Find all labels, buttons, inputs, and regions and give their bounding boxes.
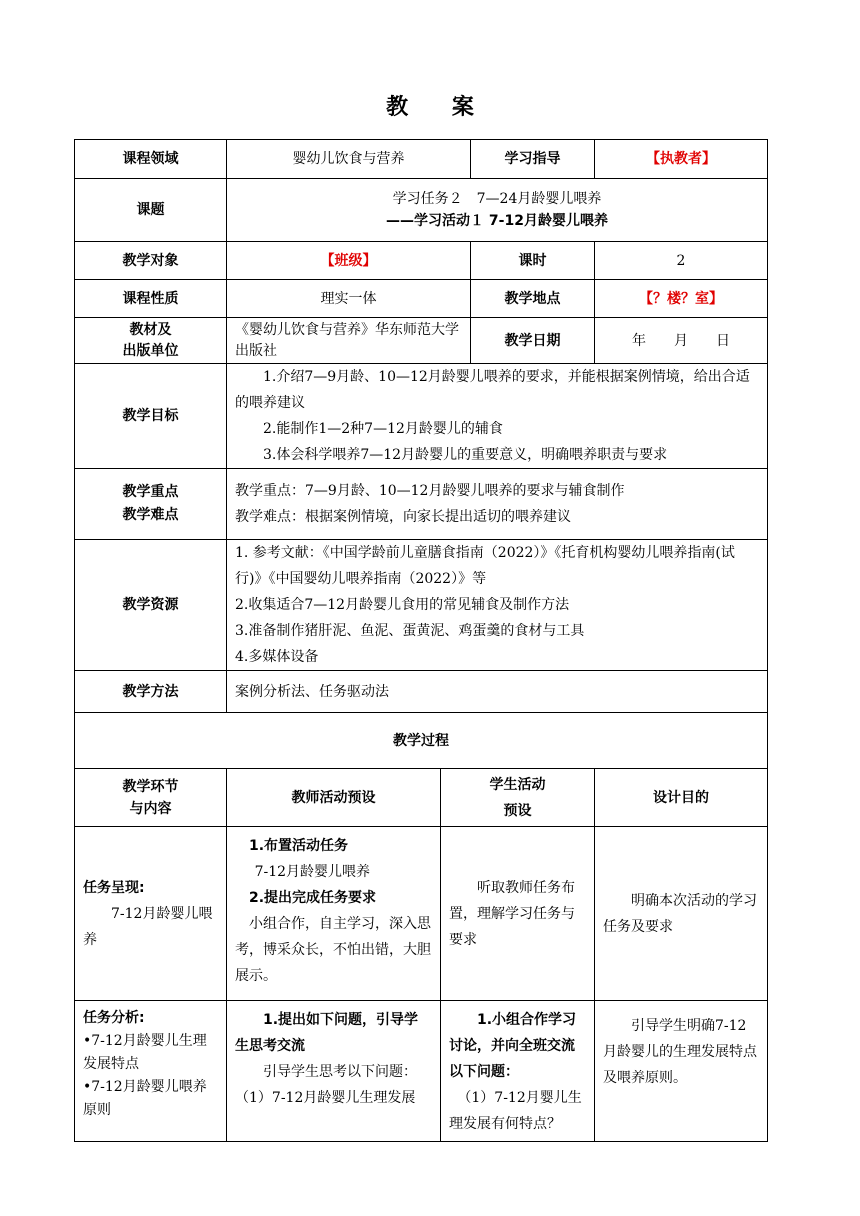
row-book	[75, 318, 768, 364]
student-header-line-2: 预设	[503, 802, 532, 819]
stage-cell	[75, 1001, 227, 1142]
target-label: 教学对象	[75, 242, 227, 280]
student-cell	[441, 1001, 595, 1142]
student-heading-1: 1.小组合作学习讨论，并向全班交流以下问题：	[449, 1012, 577, 1080]
guide-value: 【执教者】	[595, 140, 768, 179]
row-topic	[75, 179, 768, 242]
row-target	[75, 242, 768, 280]
goal-2: 2.能制作1—2种7—12月龄婴儿的辅食	[263, 421, 503, 437]
key-label-line-1: 教学重点	[122, 484, 179, 500]
place-value: 【？楼？室】	[595, 280, 768, 318]
stage-header-line-1: 教学环节	[122, 778, 179, 795]
hours-value: 2	[595, 242, 768, 280]
stage-text: 7-12月龄婴儿喂养	[83, 905, 213, 948]
teacher-text-1: 7-12月龄婴儿喂养	[254, 864, 371, 880]
stage-title: 任务呈现:	[83, 879, 145, 896]
guide-label: 学习指导	[471, 140, 595, 179]
stage-bullet-2: •7-12月龄婴儿喂养原则	[83, 1079, 207, 1118]
resources-label: 教学资源	[75, 540, 227, 671]
resource-4: 4.多媒体设备	[235, 649, 319, 665]
purpose-cell: 明确本次活动的学习任务及要求	[595, 827, 768, 1001]
teacher-heading-2: 2.提出完成任务要求	[249, 890, 377, 906]
hard-point: 教学难点：根据案例情境，向家长提出适切的喂养建议	[235, 509, 571, 525]
process-row-task-presentation	[75, 827, 768, 1001]
process-col-student	[441, 769, 595, 827]
teacher-heading-1: 1.布置活动任务	[249, 838, 349, 854]
teacher-heading-1: 1.提出如下问题，引导学生思考交流	[235, 1012, 419, 1054]
teacher-text-2: 小组合作，自主学习，深入思考，博采众长，不怕出错，大胆展示。	[235, 916, 431, 984]
book-label	[75, 318, 227, 364]
goals-label: 教学目标	[75, 364, 227, 469]
book-label-line-2: 出版单位	[122, 342, 179, 359]
row-goals	[75, 364, 768, 469]
row-method	[75, 671, 768, 713]
lesson-plan-table	[74, 139, 768, 1142]
place-label: 教学地点	[471, 280, 595, 318]
document-title: 教 案	[386, 95, 492, 120]
topic-value	[227, 179, 768, 242]
stage-cell	[75, 827, 227, 1001]
topic-line-2: ——学习活动１ 7-12月龄婴儿喂养	[386, 213, 608, 229]
key-points-label	[75, 469, 227, 540]
resources-value	[227, 540, 768, 671]
row-nature	[75, 280, 768, 318]
student-header-line-1: 学生活动	[489, 776, 546, 793]
target-value: 【班级】	[227, 242, 471, 280]
process-col-purpose: 设计目的	[595, 769, 768, 827]
stage-title: 任务分析:	[83, 1010, 145, 1026]
key-points-value	[227, 469, 768, 540]
resource-1: 1. 参考文献：《中国学龄前儿童膳食指南（2022）》《托育机构婴幼儿喂养指南(试行)》《中国婴幼儿喂养指南（2022）》等	[235, 545, 735, 587]
process-col-stage	[75, 769, 227, 827]
course-field-value: 婴幼儿饮食与营养	[227, 140, 471, 179]
row-resources	[75, 540, 768, 671]
teacher-text-2: （1）7-12月龄婴儿生理发展	[235, 1090, 416, 1106]
teacher-cell	[227, 1001, 441, 1142]
hours-label: 课时	[471, 242, 595, 280]
date-label: 教学日期	[471, 318, 595, 364]
course-field-label: 课程领域	[75, 140, 227, 179]
topic-label: 课题	[75, 179, 227, 242]
row-course-field	[75, 140, 768, 179]
book-value: 《婴幼儿饮食与营养》华东师范大学出版社	[227, 318, 471, 364]
nature-value: 理实一体	[227, 280, 471, 318]
row-process-title	[75, 713, 768, 769]
student-text-1: （1）7-12月婴儿生理发展有何特点？	[449, 1090, 582, 1132]
process-header-row	[75, 769, 768, 827]
process-row-task-analysis	[75, 1001, 768, 1142]
method-label: 教学方法	[75, 671, 227, 713]
resource-2: 2.收集适合7—12月龄婴儿食用的常见辅食及制作方法	[235, 597, 570, 613]
goal-1: 1.介绍7—9月龄、10—12月龄婴儿喂养的要求，并能根据案例情境，给出合适的喂养建议	[235, 369, 750, 411]
method-value: 案例分析法、任务驱动法	[227, 671, 768, 713]
row-key-points	[75, 469, 768, 540]
date-value: 年 月 日	[595, 318, 768, 364]
topic-line-1: 学习任务２ 7—24月龄婴儿喂养	[392, 191, 602, 207]
teacher-text-1: 引导学生思考以下问题：	[263, 1064, 417, 1080]
key-point: 教学重点：7—9月龄、10—12月龄婴儿喂养的要求与辅食制作	[235, 483, 625, 499]
key-label-line-2: 教学难点	[122, 507, 179, 523]
student-cell: 听取教师任务布置，理解学习任务与要求	[441, 827, 595, 1001]
stage-header-line-2: 与内容	[129, 800, 172, 817]
stage-bullet-1: •7-12月龄婴儿生理发展特点	[83, 1033, 207, 1072]
resource-3: 3.准备制作猪肝泥、鱼泥、蛋黄泥、鸡蛋羹的食材与工具	[235, 623, 585, 639]
teacher-cell	[227, 827, 441, 1001]
book-label-line-1: 教材及	[129, 321, 172, 338]
nature-label: 课程性质	[75, 280, 227, 318]
purpose-cell: 引导学生明确7-12月龄婴儿的生理发展特点及喂养原则。	[595, 1001, 768, 1142]
process-col-teacher: 教师活动预设	[227, 769, 441, 827]
goals-value	[227, 364, 768, 469]
process-title: 教学过程	[75, 713, 768, 769]
goal-3: 3.体会科学喂养7—12月龄婴儿的重要意义，明确喂养职责与要求	[263, 447, 668, 463]
